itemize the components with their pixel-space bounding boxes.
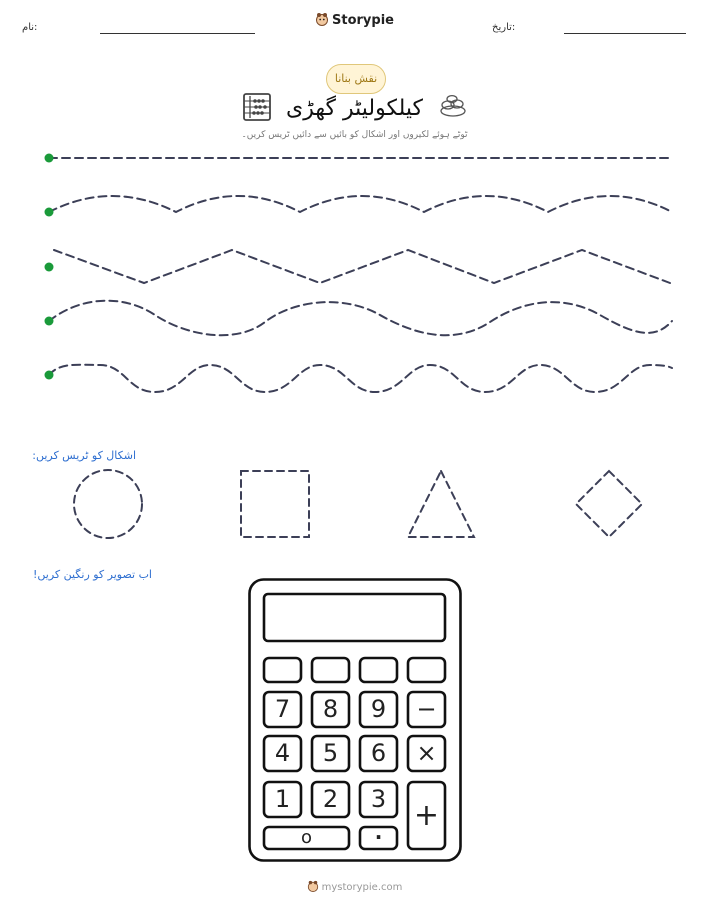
shapes-heading: اشکال کو ٹریس کریں:: [32, 449, 136, 462]
trace-line-scallop: [49, 196, 672, 212]
calc-key-zero: o: [300, 827, 312, 848]
activity-badge: نقش بنانا: [326, 64, 386, 94]
trace-diamond: [576, 471, 642, 537]
calculator-illustration: [248, 578, 462, 862]
calc-key-4: 4: [274, 739, 291, 767]
calc-key-7: 7: [274, 695, 291, 723]
calc-key-minus: −: [416, 695, 437, 723]
trace-circle: [74, 470, 142, 538]
page-title: کیلکولیٹر گھڑی: [286, 96, 423, 121]
trace-line-zigzag: [54, 250, 670, 283]
start-dot: [45, 371, 54, 380]
calc-key-1: 1: [274, 785, 291, 813]
start-dot: [45, 263, 54, 272]
calc-key-multiply: ×: [416, 739, 437, 767]
calc-key-3: 3: [370, 785, 387, 813]
calc-key-9: 9: [370, 695, 387, 723]
storypie-logo-icon: [307, 880, 319, 892]
tracing-lines: [0, 0, 709, 420]
start-dot: [45, 317, 54, 326]
name-label: نام:: [22, 22, 38, 33]
calc-key-2: 2: [322, 785, 339, 813]
trace-line-wave: [49, 301, 672, 336]
date-label: تاریخ:: [492, 22, 516, 33]
calculator-display: [264, 594, 445, 641]
trace-triangle: [408, 471, 474, 537]
footer-url: mystorypie.com: [321, 882, 403, 893]
calc-key-6: 6: [370, 739, 387, 767]
brand-name: Storypie: [332, 13, 394, 28]
start-dot: [45, 208, 54, 217]
trace-square: [241, 471, 309, 537]
coloring-heading: اب تصویر کو رنگین کریں!: [32, 568, 152, 581]
footer: [0, 880, 709, 893]
instructions: ٹوٹے ہوئے لکیروں اور اشکال کو بائیں سے دائیں ٹریس کریں۔: [241, 130, 468, 140]
calc-key-plus: +: [413, 798, 440, 833]
tracing-shapes: [0, 460, 709, 550]
calc-key-5: 5: [322, 739, 339, 767]
start-dot: [45, 154, 54, 163]
trace-line-bump: [49, 365, 672, 392]
calc-key-dot: ·: [374, 825, 383, 849]
calc-key-8: 8: [322, 695, 339, 723]
